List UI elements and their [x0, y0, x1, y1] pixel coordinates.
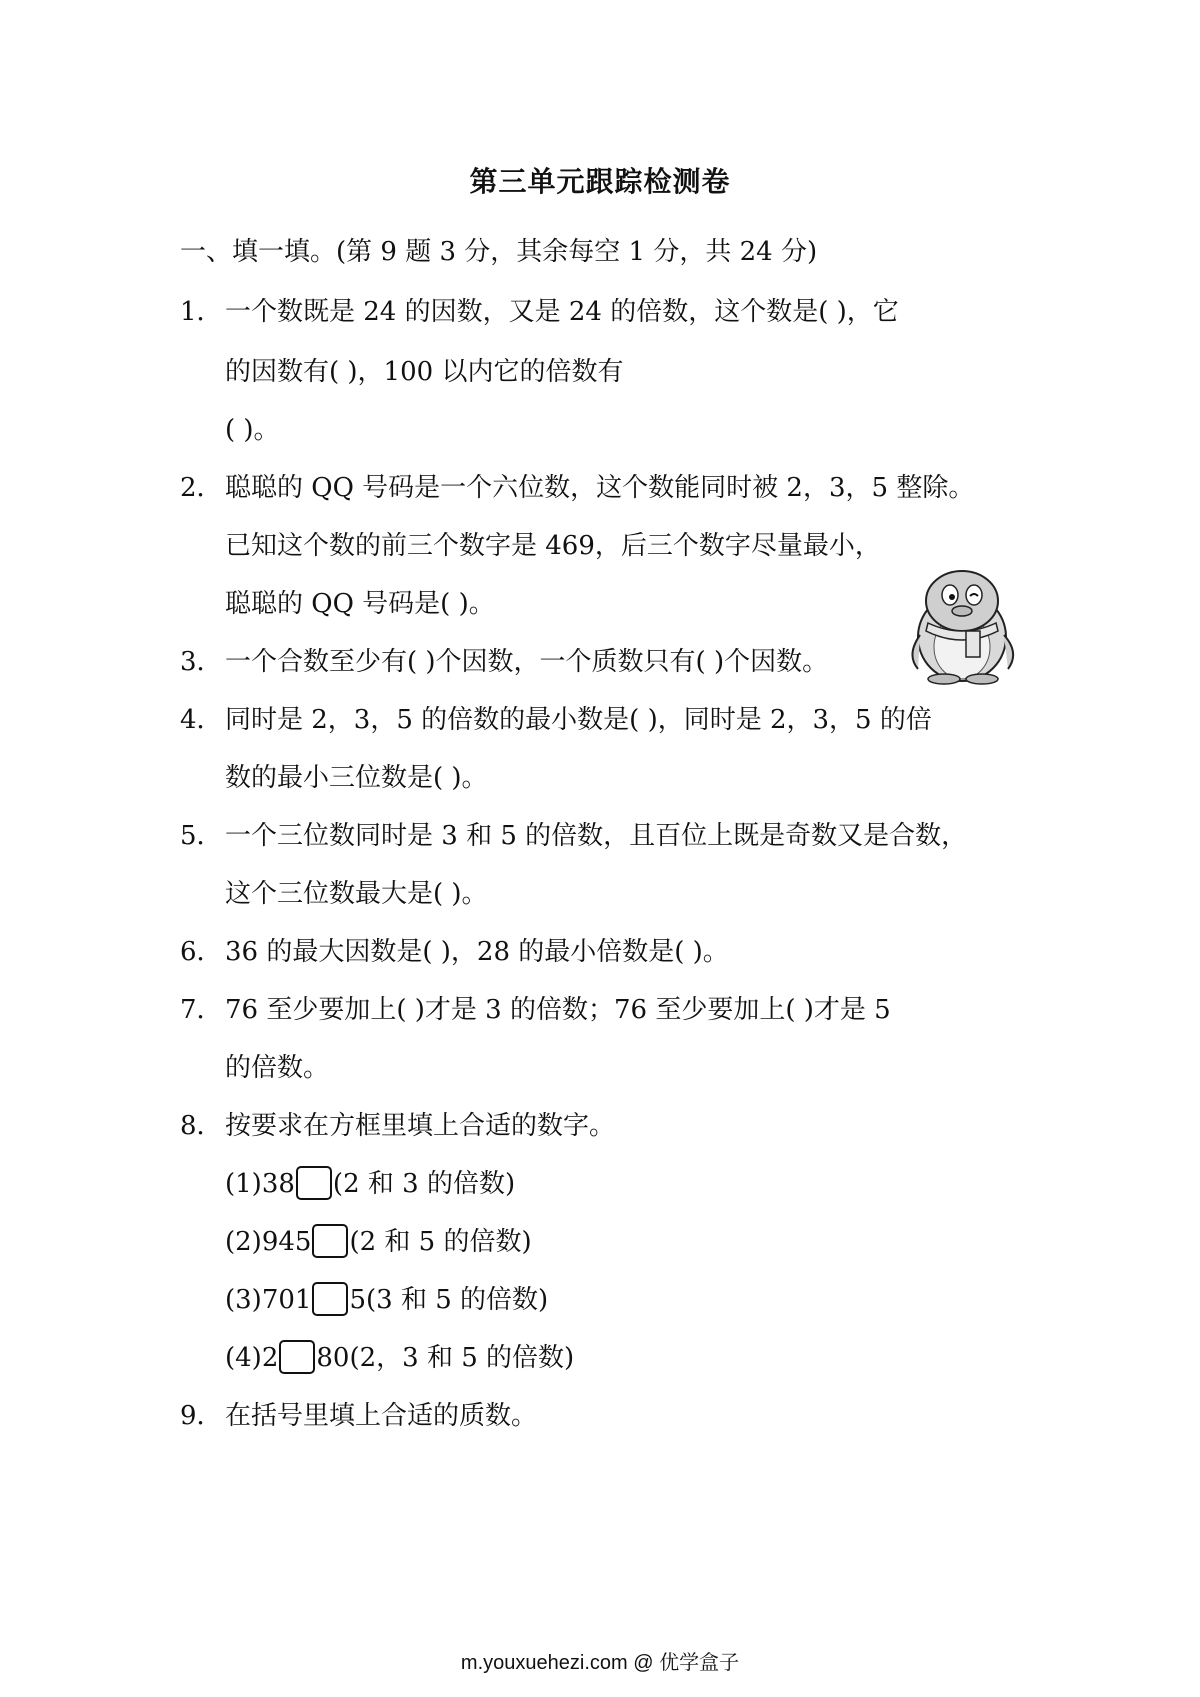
penguin-illustration: [900, 565, 1030, 689]
question-text: 的因数有( )，100 以内它的倍数有: [225, 357, 624, 387]
question-number: 9．: [180, 1401, 223, 1431]
question-number: 8．: [180, 1111, 223, 1141]
question-text: 一个三位数同时是 3 和 5 的倍数，且百位上既是奇数又是合数，: [225, 821, 968, 851]
question-number: 2．: [180, 473, 223, 503]
question-text: 的倍数。: [225, 1053, 330, 1083]
question-number: 1．: [180, 297, 223, 327]
page-title: 第三单元跟踪检测卷: [469, 165, 731, 198]
fill-item-suffix: (2 和 3 的倍数): [332, 1169, 516, 1199]
question-text: 一个合数至少有( )个因数，一个质数只有( )个因数。: [225, 647, 829, 677]
answer-box[interactable]: [279, 1340, 315, 1374]
fill-item-prefix: (1)38: [225, 1169, 295, 1199]
fill-item-prefix: (2)945: [225, 1227, 312, 1257]
question-text: 按要求在方框里填上合适的数字。: [225, 1111, 616, 1141]
fill-item: [225, 1284, 548, 1318]
fill-item-suffix: (2 和 5 的倍数): [349, 1227, 532, 1257]
fill-item: [225, 1226, 532, 1260]
question-text: ( )。: [225, 415, 280, 445]
fill-item-prefix: (4)2: [225, 1343, 279, 1373]
fill-item-suffix: 5(3 和 5 的倍数): [349, 1285, 549, 1315]
fill-item: [225, 1342, 574, 1376]
answer-box[interactable]: [296, 1166, 332, 1200]
question-number: 5．: [180, 821, 223, 851]
question-number: 6．: [180, 937, 223, 967]
question-text: 76 至少要加上( )才是 3 的倍数；76 至少要加上( )才是 5: [225, 995, 891, 1025]
question-text: 在括号里填上合适的质数。: [225, 1401, 538, 1431]
answer-box[interactable]: [312, 1282, 348, 1316]
question-text: 聪聪的 QQ 号码是一个六位数，这个数能同时被 2，3，5 整除。: [225, 473, 975, 503]
question-number: 4．: [180, 705, 223, 735]
section-header: 一、填一填。(第 9 题 3 分，其余每空 1 分，共 24 分): [180, 237, 818, 267]
question-number: 7．: [180, 995, 223, 1025]
question-text: 36 的最大因数是( )，28 的最小倍数是( )。: [225, 937, 729, 967]
fill-item-suffix: 80(2，3 和 5 的倍数): [316, 1343, 575, 1373]
question-text: 一个数既是 24 的因数，又是 24 的倍数，这个数是( )，它: [225, 297, 899, 327]
question-text: 已知这个数的前三个数字是 469，后三个数字尽量最小，: [225, 531, 881, 561]
question-number: 3．: [180, 647, 223, 677]
footer-watermark: m.youxuehezi.com @ 优学盒子: [460, 1652, 740, 1674]
question-text: 同时是 2，3，5 的倍数的最小数是( )，同时是 2，3，5 的倍: [225, 705, 932, 735]
fill-item-prefix: (3)701: [225, 1285, 312, 1315]
question-text: 聪聪的 QQ 号码是( )。: [225, 589, 495, 619]
question-text: 数的最小三位数是( )。: [225, 763, 488, 793]
answer-box[interactable]: [312, 1224, 348, 1258]
question-text: 这个三位数最大是( )。: [225, 879, 488, 909]
fill-item: [225, 1168, 515, 1202]
